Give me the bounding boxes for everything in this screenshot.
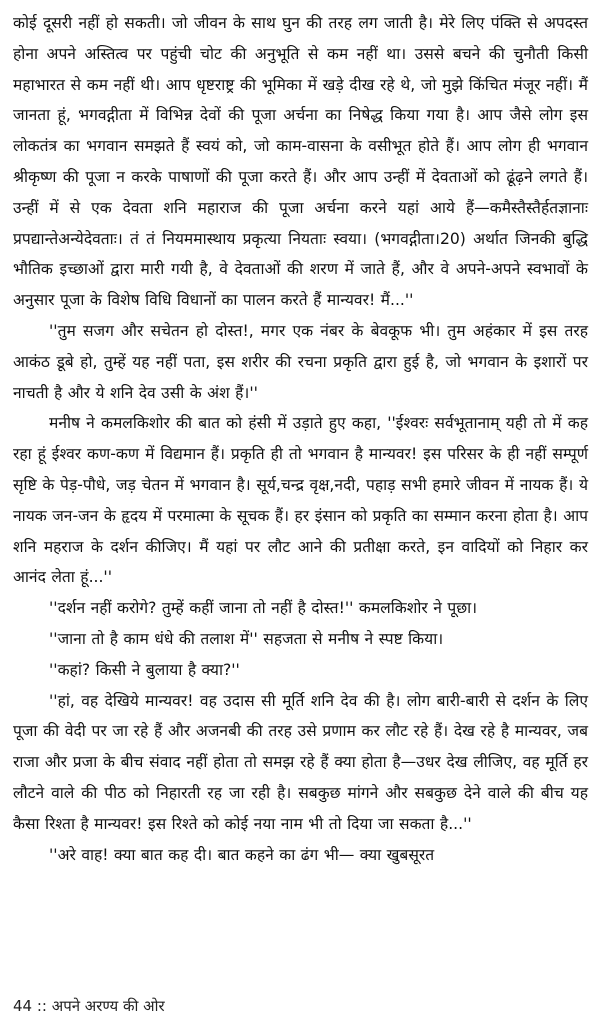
paragraph: ''जाना तो है काम धंधे की तलाश में'' सहजता से मनीष ने स्पष्ट किया। [49, 629, 444, 648]
paragraph: ''तुम सजग और सचेतन हो दोस्त!, मगर एक नंबर के बेवकूफ भी। तुम अहंकार में इस तरह आकंठ डूबे हो, तुम्हें यह नहीं पता, इस शरीर की रचना प्रकृति द्वारा हुई है, जो भगवान के इशारों पर नाचती है और ये शनि देव उसी के अंश हैं।'' [13, 321, 588, 402]
page-footer: 44 :: अपने अरण्य की ओर [13, 997, 165, 1015]
paragraph: ''अरे वाह! क्या बात कह दी। बात कहने का ढंग भी— क्या खुबसूरत [49, 845, 435, 864]
paragraph: मनीष ने कमलकिशोर की बात को हंसी में उड़ाते हुए कहा, ''ईश्वरः सर्वभूतानाम् यही तो में कह रहा हूं ईश्वर कण-कण में विद्यमान हैं। प्रकृति ही तो भगवान है मान्यवर! इस परिसर के ही नहीं सम्पूर्ण सृष्टि के पेड़-पौधे, जड़ चेतन में भगवान है। सूर्य,चन्द्र वृक्ष,नदी, पहाड़ सभी हमारे जीवन में नायक हैं। ये नायक जन-जन के हृदय में परमात्मा के सूचक हैं। हर इंसान को प्रकृति का सम्मान करना होता है। आप शनि महराज के दर्शन कीजिए। मैं यहां पर लौट आने की प्रतीक्षा करते, इन वादियों को निहार कर आनंद लेता हूं...'' [13, 414, 588, 587]
page-body [13, 8, 588, 870]
paragraph: कोई दूसरी नहीं हो सकती। जो जीवन के साथ घुन की तरह लग जाती है। मेरे लिए पंक्ति से अपदस्त होना अपने अस्तित्व पर पहुंची चोट की अनुभूति से कम नहीं था। उससे बचने की चुनौती किसी महाभारत से कम नहीं थी। आप धृष्टराष्ट्र की भूमिका में खड़े दीख रहे थे, जो मुझे किंचित मंजूर नहीं। मैं जानता हूं, भगवद्गीता में विभिन्न देवों की पूजा अर्चना का निषेद्ध किया गया है। आप जैसे लोग इस लोकतंत्र का भगवान समझते हैं स्वयं को, जो काम-वासना के वसीभूत होते हैं। आप लोग ही भगवान श्रीकृष्ण की पूजा न करके पाषाणों की पूजा करते हैं। और आप उन्हीं में देवताओं को ढूंढ़ने लगते हैं। उन्हीं में से एक देवता शनि महाराज की पूजा अर्चना करने यहां आये हैं—कमैस्तैस्तैर्हतज्ञानाः प्रपद्यान्तेअन्येदेवताः। तं तं नियममास्थाय प्रकृत्या नियताः स्वया। (भगवद्गीता।20) अर्थात जिनकी बुद्धि भौतिक इच्छाओं द्वारा मारी गयी है, वे देवताओं की शरण में जाते हैं, और वे अपने-अपने स्वभावों के अनुसार पूजा के विशेष विधि विधानों का पालन करते हैं मान्यवर! मैं...'' [13, 14, 588, 310]
paragraph: ''कहां? किसी ने बुलाया है क्या?'' [49, 660, 240, 679]
paragraph: ''हां, वह देखिये मान्यवर! वह उदास सी मूर्ति शनि देव की है। लोग बारी-बारी से दर्शन के लिए पूजा की वेदी पर जा रहे हैं और अजनबी की तरह उसे प्रणाम कर लौट रहे हैं। देख रहे है मान्यवर, जब राजा और प्रजा के बीच संवाद नहीं होता तो समझ रहे हैं क्या होता है—उधर देख लीजिए, वह मूर्ति हर लौटने वाले की पीठ को निहारती रह जा रही है। सबकुछ मांगने और सबकुछ देने वाले की बीच यह कैसा रिश्ता है मान्यवर! इस रिश्ते को कोई नया नाम भी तो दिया जा सकता है...'' [13, 691, 588, 833]
paragraph: ''दर्शन नहीं करोगे? तुम्हें कहीं जाना तो नहीं है दोस्त!'' कमलकिशोर ने पूछा। [49, 599, 478, 618]
